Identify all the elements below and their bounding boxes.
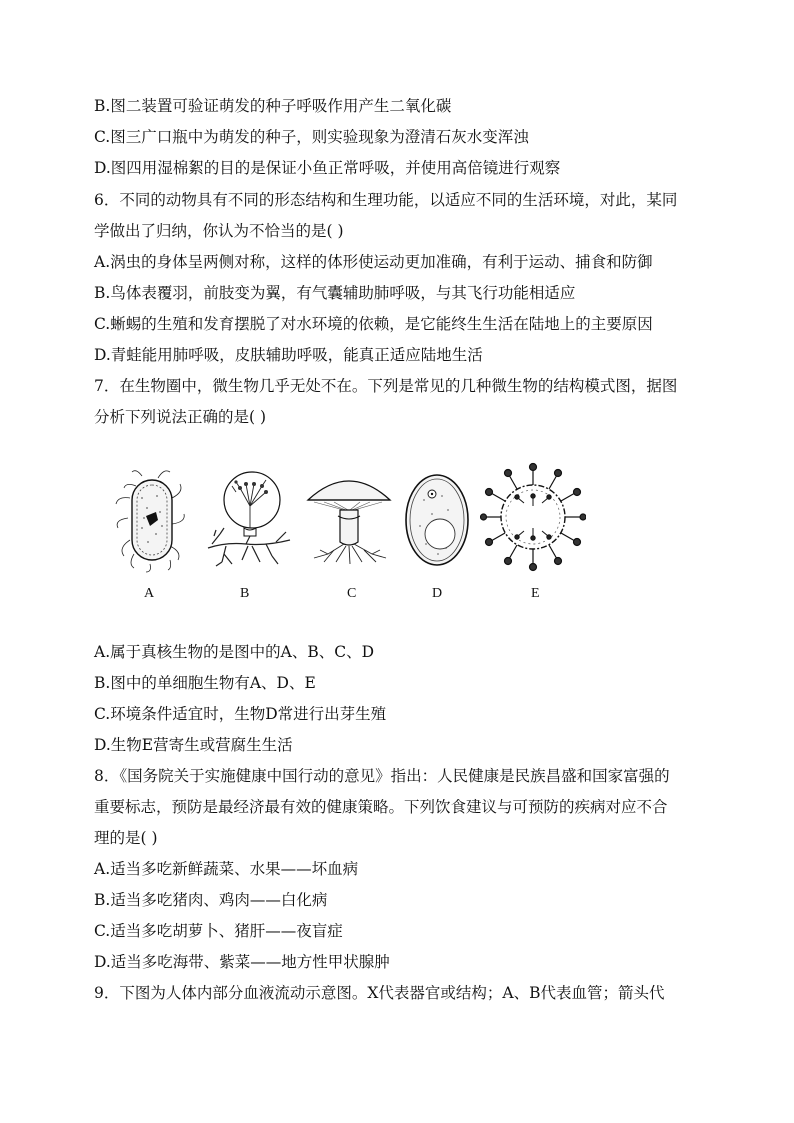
q9-stem-line1: 9．下图为人体内部分血液流动示意图。X代表器官或结构；A、B代表血管；箭头代	[94, 984, 665, 1002]
figure-label-a: A	[144, 586, 155, 601]
q5-option-c: C.图三广口瓶中为萌发的种子，则实验现象为澄清石灰水变浑浊	[94, 128, 529, 146]
q8-option-a: A.适当多吃新鲜蔬菜、水果——坏血病	[94, 860, 359, 878]
q7-stem-line2: 分析下列说法正确的是( )	[94, 408, 267, 426]
q7-option-b: B.图中的单细胞生物有A、D、E	[94, 674, 316, 692]
q8-stem-line3: 理的是( )	[94, 829, 158, 847]
q7-stem-line1: 7．在生物圈中，微生物几乎无处不在。下列是常见的几种微生物的结构模式图，据图	[94, 377, 678, 395]
q8-stem-line1: 8．《国务院关于实施健康中国行动的意见》指出：人民健康是民族昌盛和国家富强的	[94, 767, 670, 785]
bacterium-figure	[112, 468, 190, 574]
q5-option-b: B.图二装置可验证萌发的种子呼吸作用产生二氧化碳	[94, 97, 452, 115]
q8-option-d: D.适当多吃海带、紫菜——地方性甲状腺肿	[94, 953, 390, 971]
q6-stem-line1: 6．不同的动物具有不同的形态结构和生理功能，以适应不同的生活环境，对此，某同	[94, 191, 678, 209]
q6-option-a: A.涡虫的身体呈两侧对称，这样的体形使运动更加准确，有利于运动、捕食和防御	[94, 253, 653, 271]
mushroom-figure	[304, 470, 394, 566]
figure-label-e: E	[531, 586, 540, 601]
mold-figure	[206, 470, 294, 568]
q8-option-c: C.适当多吃胡萝卜、猪肝——夜盲症	[94, 922, 343, 940]
q8-stem-line2: 重要标志，预防是最经济最有效的健康策略。下列饮食建议与可预防的疾病对应不合	[94, 798, 668, 816]
figure-label-c: C	[347, 586, 357, 601]
q8-option-b: B.适当多吃猪肉、鸡肉——白化病	[94, 891, 328, 909]
q6-option-c: C.蜥蜴的生殖和发育摆脱了对水环境的依赖，是它能终生生活在陆地上的主要原因	[94, 315, 653, 333]
q5-option-d: D.图四用湿棉絮的目的是保证小鱼正常呼吸，并使用高倍镜进行观察	[94, 159, 561, 177]
q6-option-d: D.青蛙能用肺呼吸，皮肤辅助呼吸，能真正适应陆地生活	[94, 346, 483, 364]
figure-label-b: B	[240, 586, 250, 601]
figure-label-d: D	[432, 586, 443, 601]
q7-option-a: A.属于真核生物的是图中的A、B、C、D	[94, 643, 374, 661]
q6-option-b: B.鸟体表覆羽，前肢变为翼，有气囊辅助肺呼吸，与其飞行功能相适应	[94, 284, 576, 302]
q6-stem-line2: 学做出了归纳，你认为不恰当的是( )	[94, 222, 344, 240]
yeast-figure	[402, 470, 472, 570]
q7-option-c: C.环境条件适宜时，生物D常进行出芽生殖	[94, 705, 387, 723]
q7-option-d: D.生物E营寄生或营腐生生活	[94, 736, 293, 754]
virus-figure	[480, 458, 586, 576]
